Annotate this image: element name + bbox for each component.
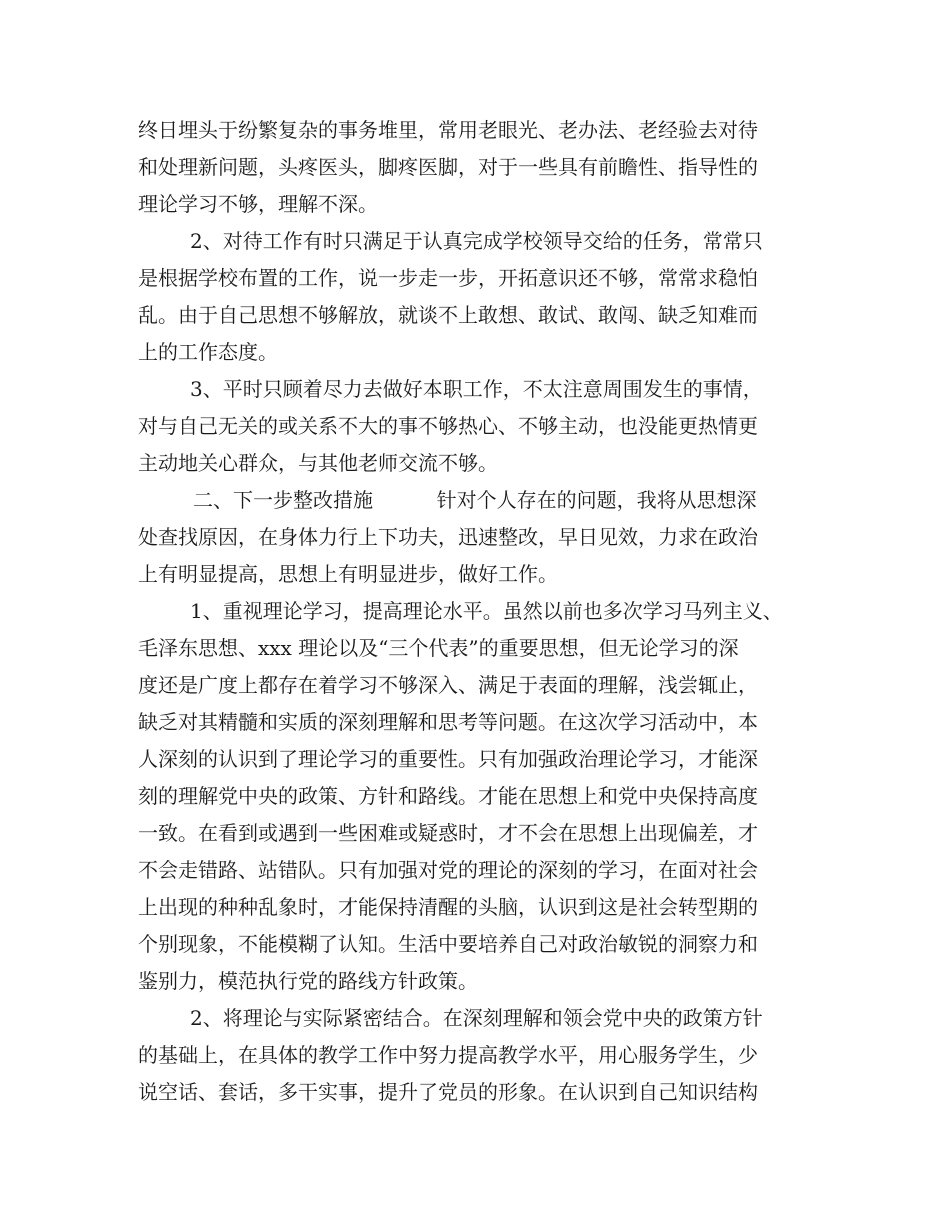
text-line: 毛泽东思想、xxx 理论以及“三个代表”的重要思想，但无论学习的深 bbox=[138, 636, 739, 660]
text-line: 上出现的种种乱象时，才能保持清醒的头脑，认识到这是社会转型期的 bbox=[138, 895, 758, 919]
paragraph-first-line: 2、对待工作有时只满足于认真完成学校领导交给的任务，常常只 bbox=[190, 229, 763, 253]
text-line: 乱。由于自己思想不够解放，就谈不上敢想、敢试、敢闯、缺乏知难而 bbox=[138, 303, 758, 327]
text-line: 说空话、套话，多干实事，提升了党员的形象。在认识到自己知识结构 bbox=[138, 1080, 758, 1104]
text-line: 主动地关心群众，与其他老师交流不够。 bbox=[138, 451, 498, 475]
text-line: 度还是广度上都存在着学习不够深入、满足于表面的理解，浅尝辄止， bbox=[138, 673, 758, 697]
text-line: 人深刻的认识到了理论学习的重要性。只有加强政治理论学习，才能深 bbox=[138, 747, 758, 771]
text-line: 个别现象，不能模糊了认知。生活中要培养自己对政治敏锐的洞察力和 bbox=[138, 932, 758, 956]
text-line: 理论学习不够，理解不深。 bbox=[138, 192, 378, 216]
text-line: 上的工作态度。 bbox=[138, 340, 278, 364]
paragraph-first-line: 1、重视理论学习，提高理论水平。虽然以前也多次学习马列主义、 bbox=[190, 599, 783, 623]
paragraph-first-line: 2、将理论与实际紧密结合。在深刻理解和领会党中央的政策方针 bbox=[190, 1006, 763, 1030]
text-line: 处查找原因，在身体力行上下功夫，迅速整改，早日见效，力求在政治 bbox=[138, 525, 758, 549]
text-line: 缺乏对其精髓和实质的深刻理解和思考等问题。在这次学习活动中，本 bbox=[138, 710, 758, 734]
text-line: 刻的理解党中央的政策、方针和路线。才能在思想上和党中央保持高度 bbox=[138, 784, 758, 808]
text-line: 一致。在看到或遇到一些困难或疑惑时，才不会在思想上出现偏差，才 bbox=[138, 821, 758, 845]
text-line: 和处理新问题，头疼医头，脚疼医脚，对于一些具有前瞻性、指导性的 bbox=[138, 155, 758, 179]
text-line: 是根据学校布置的工作，说一步走一步，开拓意识还不够，常常求稳怕 bbox=[138, 266, 758, 290]
text-line: 不会走错路、站错队。只有加强对党的理论的深刻的学习，在面对社会 bbox=[138, 858, 758, 882]
text-line: 终日埋头于纷繁复杂的事务堆里，常用老眼光、老办法、老经验去对待 bbox=[138, 118, 758, 142]
text-line: 的基础上，在具体的教学工作中努力提高教学水平，用心服务学生，少 bbox=[138, 1043, 758, 1067]
text-line: 鉴别力，模范执行党的路线方针政策。 bbox=[138, 969, 478, 993]
paragraph-first-line: 3、平时只顾着尽力去做好本职工作，不太注意周围发生的事情， bbox=[190, 377, 763, 401]
section-heading-line: 二、下一步整改措施 针对个人存在的问题，我将从思想深 bbox=[193, 488, 757, 512]
text-line: 对与自己无关的或关系不大的事不够热心、不够主动，也没能更热情更 bbox=[138, 414, 758, 438]
text-line: 上有明显提高，思想上有明显进步，做好工作。 bbox=[138, 562, 558, 586]
